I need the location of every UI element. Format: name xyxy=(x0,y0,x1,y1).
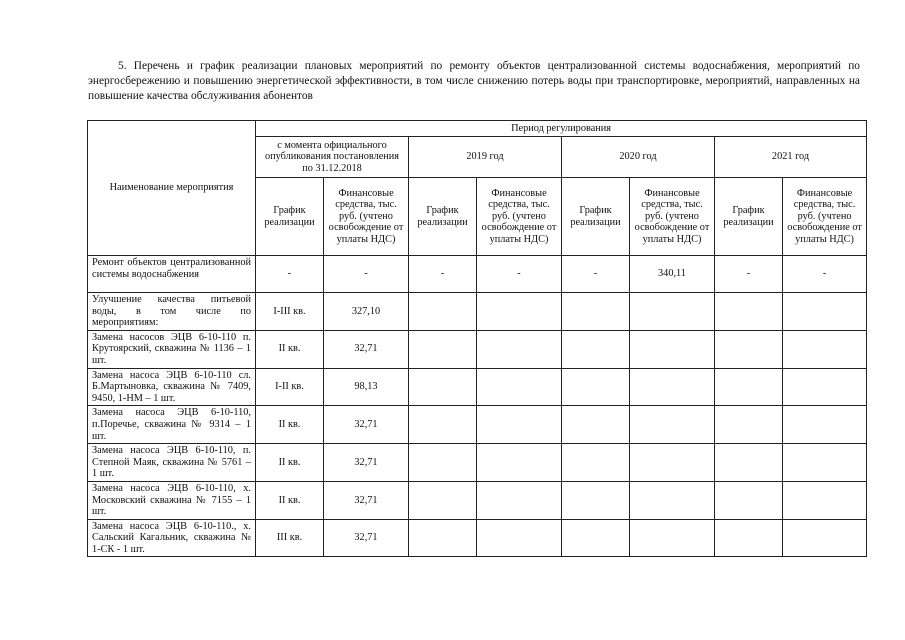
schedule-cell: - xyxy=(715,256,783,293)
name-column-header: Наименование мероприятия xyxy=(88,121,256,256)
section-heading-text: 5. Перечень и график реализации плановых мероприятий по ремонту объектов централизованной системы водоснабжения, мероприятий по энергосбережению и повышению энергетической эффективности, в том числе снижению потерь воды при транспортировке, мероприятий, направленных на повышение качества обслуживания абонентов xyxy=(88,60,860,102)
schedule-header: График реализации xyxy=(715,178,783,256)
schedule-cell: I-II кв. xyxy=(256,368,324,406)
finance-cell xyxy=(477,444,562,482)
schedule-cell: I-III кв. xyxy=(256,293,324,331)
activity-name-cell: Замена насоса ЭЦВ 6-10-110, п.Поречье, скважина № 9314 – 1 шт. xyxy=(88,406,256,444)
finance-cell xyxy=(783,444,867,482)
schedule-cell xyxy=(562,368,630,406)
schedule-cell: II кв. xyxy=(256,481,324,519)
period-header-2019: 2019 год xyxy=(409,137,562,178)
section-heading xyxy=(88,59,860,104)
activity-name-cell: Ремонт объектов централизованной системы водоснабжения xyxy=(88,256,256,293)
table-row xyxy=(88,330,867,368)
finance-cell xyxy=(630,444,715,482)
finance-cell xyxy=(783,519,867,557)
schedule-cell xyxy=(409,368,477,406)
finance-cell: - xyxy=(477,256,562,293)
schedule-cell xyxy=(409,444,477,482)
schedule-cell: - xyxy=(562,256,630,293)
finance-cell: 32,71 xyxy=(324,406,409,444)
schedule-cell xyxy=(715,293,783,331)
finance-cell xyxy=(630,293,715,331)
table-row xyxy=(88,481,867,519)
plan-table xyxy=(87,120,867,557)
finance-header: Финансовые средства, тыс. руб. (учтено освобождение от уплаты НДС) xyxy=(630,178,715,256)
table-row xyxy=(88,256,867,293)
table-row xyxy=(88,368,867,406)
finance-cell xyxy=(630,406,715,444)
finance-cell: 340,11 xyxy=(630,256,715,293)
period-header-2021: 2021 год xyxy=(715,137,867,178)
schedule-cell xyxy=(715,368,783,406)
schedule-header: График реализации xyxy=(562,178,630,256)
finance-cell xyxy=(477,293,562,331)
activity-name-cell: Замена насоса ЭЦВ 6-10-110, п. Степной Маяк, скважина № 5761 – 1 шт. xyxy=(88,444,256,482)
finance-cell xyxy=(783,293,867,331)
finance-cell: 32,71 xyxy=(324,481,409,519)
schedule-cell xyxy=(562,406,630,444)
schedule-header: График реализации xyxy=(256,178,324,256)
table-row xyxy=(88,293,867,331)
schedule-cell xyxy=(562,330,630,368)
finance-header: Финансовые средства, тыс. руб. (учтено освобождение от уплаты НДС) xyxy=(783,178,867,256)
schedule-cell xyxy=(715,481,783,519)
finance-cell xyxy=(477,368,562,406)
finance-cell: 32,71 xyxy=(324,330,409,368)
schedule-cell: II кв. xyxy=(256,444,324,482)
schedule-cell xyxy=(562,519,630,557)
period-header-initial: с момента официального опубликования постановления по 31.12.2018 xyxy=(256,137,409,178)
schedule-cell: II кв. xyxy=(256,406,324,444)
finance-header: Финансовые средства, тыс. руб. (учтено освобождение от уплаты НДС) xyxy=(324,178,409,256)
period-header-2020: 2020 год xyxy=(562,137,715,178)
finance-cell xyxy=(783,481,867,519)
finance-cell xyxy=(630,519,715,557)
finance-cell xyxy=(783,368,867,406)
finance-cell: 98,13 xyxy=(324,368,409,406)
schedule-cell xyxy=(409,293,477,331)
finance-cell xyxy=(477,330,562,368)
table-row xyxy=(88,406,867,444)
schedule-cell xyxy=(715,444,783,482)
finance-cell xyxy=(477,406,562,444)
schedule-cell xyxy=(562,481,630,519)
schedule-cell xyxy=(715,406,783,444)
schedule-header: График реализации xyxy=(409,178,477,256)
schedule-cell xyxy=(409,406,477,444)
schedule-cell xyxy=(409,481,477,519)
schedule-cell xyxy=(562,444,630,482)
activity-name-cell: Замена насосов ЭЦВ 6-10-110 п. Крутоярский, скважина № 1136 – 1 шт. xyxy=(88,330,256,368)
activity-name-cell: Замена насоса ЭЦВ 6-10-110 сл. Б.Мартыновка, скважина № 7409, 9450, 1-НМ – 1 шт. xyxy=(88,368,256,406)
schedule-cell: III кв. xyxy=(256,519,324,557)
finance-cell: 327,10 xyxy=(324,293,409,331)
finance-cell xyxy=(783,406,867,444)
schedule-cell xyxy=(409,519,477,557)
schedule-cell xyxy=(409,330,477,368)
finance-cell: 32,71 xyxy=(324,519,409,557)
schedule-cell: - xyxy=(409,256,477,293)
table-row xyxy=(88,519,867,557)
activity-name-cell: Замена насоса ЭЦВ 6-10-110, х. Московский скважина № 7155 – 1 шт. xyxy=(88,481,256,519)
finance-cell xyxy=(630,330,715,368)
finance-cell xyxy=(630,368,715,406)
finance-cell xyxy=(477,481,562,519)
table-row xyxy=(88,444,867,482)
finance-header: Финансовые средства, тыс. руб. (учтено освобождение от уплаты НДС) xyxy=(477,178,562,256)
schedule-cell xyxy=(715,519,783,557)
schedule-cell: - xyxy=(256,256,324,293)
period-header: Период регулирования xyxy=(256,121,867,137)
schedule-cell xyxy=(562,293,630,331)
header-row-period xyxy=(88,121,867,137)
finance-cell xyxy=(783,330,867,368)
activity-name-cell: Улучшение качества питьевой воды, в том числе по мероприятиям: xyxy=(88,293,256,331)
schedule-cell xyxy=(715,330,783,368)
activity-name-cell: Замена насоса ЭЦВ 6-10-110., х. Сальский Кагальник, скважина № 1-СК - 1 шт. xyxy=(88,519,256,557)
finance-cell xyxy=(630,481,715,519)
finance-cell: - xyxy=(324,256,409,293)
finance-cell xyxy=(477,519,562,557)
schedule-cell: II кв. xyxy=(256,330,324,368)
finance-cell: - xyxy=(783,256,867,293)
finance-cell: 32,71 xyxy=(324,444,409,482)
